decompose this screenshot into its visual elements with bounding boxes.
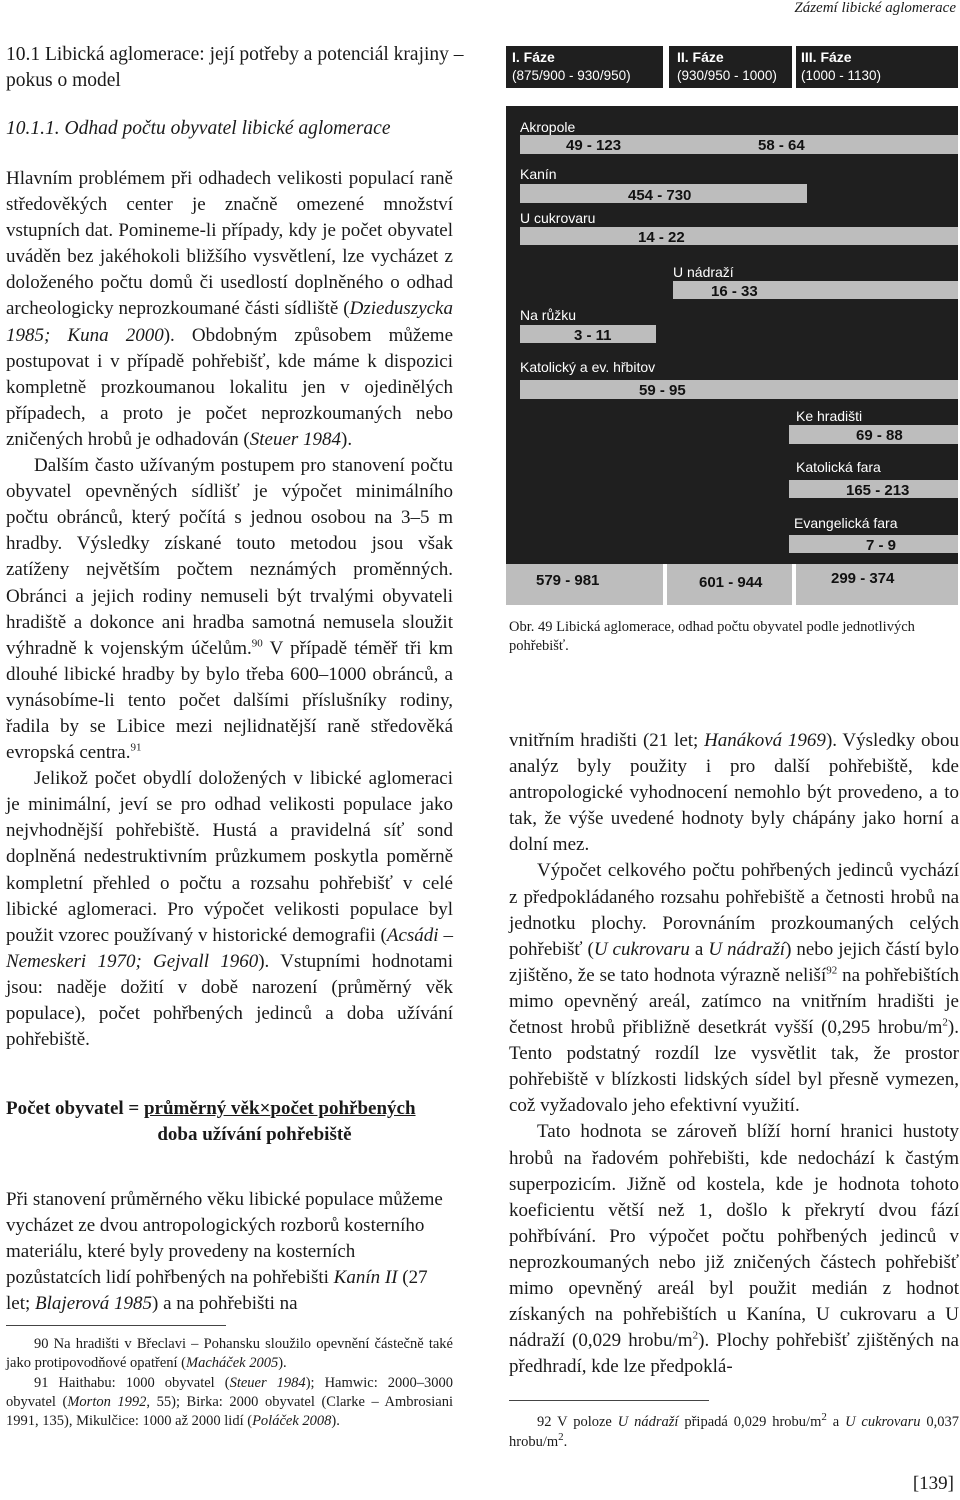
note-ref: 2 — [692, 1329, 699, 1342]
note-ref: 91 — [130, 741, 142, 754]
text-run: Jelikož počet obydlí doložených v libické aglomeraci je minimální, jeví se pro odhad velikosti populace jako nejvhodnější pohřebiště. Hustá a pravidelná síť sond doplněná nedestruktivním průzkumem poskytla poměrně kompletní přehled o počtu a rozsahu pohřebišť v celé libické aglomeraci. Pro výpočet velikosti populace byl použit vzorec používaný v historické demografii ( — [6, 768, 453, 946]
site-label-kanin: Kanín — [520, 166, 557, 182]
right-column-text — [509, 728, 959, 1380]
site-label-evangelicka-fara: Evangelická fara — [794, 515, 898, 531]
running-header: Zázemí libické aglomerace — [794, 0, 956, 16]
text-run: vnitřním hradišti (21 let; — [509, 730, 705, 751]
note-ref: 90 — [251, 637, 263, 650]
site-label-hrbitov: Katolický a ev. hřbitov — [520, 359, 656, 375]
phase-3-name: III. Fáze — [801, 49, 852, 65]
text-run: 90 Na hradišti v Břeclavi – Pohansku sloužilo opevnění částečně také jako protipovodňové opatření ( — [6, 1336, 453, 1372]
paragraph — [509, 858, 959, 1119]
paragraph — [6, 453, 453, 766]
value-evangelicka-fara: 7 - 9 — [866, 537, 897, 554]
formula-term-buried: počet pohřbených — [270, 1098, 416, 1119]
value-u-nadrazi: 16 - 33 — [711, 283, 758, 300]
population-formula — [6, 1096, 453, 1148]
text-run: Dalším často užívaným postupem pro stanovení počtu obyvatel opevněných sídlišť je výpočet minimálního počtu obránců, který počítá s jednou osobou na 3–5 m hradby. Výsledky získané touto metodou jsou však zatíženy největším počtem neznámých proměnných. Obránci a jejich rodiny nemuseli být trvalými obyvateli hradiště a dokonce ani hradba samotná nemusela sloužit výhradně k vojenským účelům. — [6, 455, 453, 659]
text-run: Hlavním problémem při odhadech velikosti populací raně středověkých center je značně omezené množství vstupních dat. Pomineme-li případy, kdy je počet obyvatel uváděn bez jakéhokoli bližšího vysvětlení, lze vycházet z doloženého počtu domů či usedlostí doplněného o odhad archeologicky neprozkoumané části sídliště ( — [6, 168, 453, 320]
value-hrbitov: 59 - 95 — [639, 382, 686, 399]
note-ref: 92 — [826, 964, 838, 977]
note-ref: 2 — [821, 1411, 827, 1424]
text-run: ) a na pohřebišti na — [152, 1293, 298, 1315]
paragraph — [509, 1119, 959, 1380]
italic-run: Acsádi – Nemeskeri 1970; Gejvall 1960 — [6, 924, 454, 972]
text-run: (27 let; — [6, 1267, 428, 1315]
text-run: ). — [278, 1355, 287, 1372]
paragraph — [6, 1187, 453, 1317]
footnote-91 — [6, 1374, 453, 1432]
value-kanin: 454 - 730 — [628, 187, 692, 204]
text-run: ) nebo jejich částí bylo zjištěno, že se tato hodnota výrazně neliší — [509, 938, 960, 986]
text-run: ). Plochy pohřebišť zjištěných na předhradí, kde lze předpoklá- — [509, 1330, 959, 1378]
left-column-text — [6, 166, 453, 1053]
value-katolicka-fara: 165 - 213 — [846, 482, 910, 499]
text-run: ). Vstupními hodnotami jsou: naděje dožití v době narození (průměrný věk populace), počet pohřbených jedinců a doba užívání pohřebiště. — [6, 950, 453, 1051]
value-na-ruzku: 3 - 11 — [574, 327, 612, 344]
italic-run: Dzieduszycka 1985; Kuna 2000 — [6, 298, 453, 346]
formula-term-age: průměrný věk — [143, 1098, 260, 1119]
phase-3-range: (1000 - 1130) — [801, 68, 882, 83]
bar-u-cukrovaru — [520, 227, 958, 245]
figure-caption: Obr. 49 Libická aglomerace, odhad počtu obyvatel podle jednotlivých pohřebišť. — [509, 619, 915, 654]
italic-run: Poláček 2008 — [252, 1413, 332, 1430]
total-phase-2: 601 - 944 — [699, 574, 763, 591]
text-run: Při stanovení průměrného věku libické populace můžeme vycházet ze dvou antropologických rozborů kosterního materiálu, které byly provedeny na kosterních pozůstatcích lidí pohřbených na pohřebišti — [6, 1189, 443, 1289]
value-ke-hradisti: 69 - 88 — [856, 427, 903, 444]
italic-run: Steuer 1984 — [229, 1374, 306, 1391]
phase-2-name: II. Fáze — [677, 49, 724, 65]
site-label-ke-hradisti: Ke hradišti — [796, 408, 863, 424]
formula-lhs: Počet obyvatel = — [6, 1098, 144, 1119]
text-run: a — [826, 1414, 846, 1430]
note-ref: 2 — [942, 1016, 948, 1029]
site-label-u-nadrazi: U nádraží — [673, 264, 734, 280]
italic-run: Morton 1992 — [67, 1393, 147, 1410]
subsection-title: 10.1.1. Odhad počtu obyvatel libické aglomerace — [6, 118, 391, 139]
text-run: . — [563, 1433, 568, 1450]
phase-2-range: (930/950 - 1000) — [677, 68, 777, 83]
text-run: připadá 0,029 hrobu/m — [678, 1414, 822, 1430]
formula-numerator — [144, 1098, 416, 1119]
paragraph — [6, 166, 453, 453]
paragraph — [509, 728, 959, 858]
page-number: [139] — [912, 1473, 954, 1494]
footnote-rule — [6, 1325, 226, 1326]
text-run: V případě téměř tři km dlouhé libické hradby by bylo třeba 600–1000 obránců, a vynásobíme-li tento počet dalšími příslušníky rodiny, řadila by se Libice mezi nejlidnatější raně středověká evropská centra. — [6, 637, 453, 764]
left-column-continuation — [6, 1168, 453, 1336]
site-label-akropole: Akropole — [520, 119, 576, 135]
text-run: 91 Haithabu: 1000 obyvatel ( — [34, 1374, 230, 1391]
site-label-na-ruzku: Na růžku — [520, 307, 577, 323]
italic-run: U nádraží — [617, 1414, 679, 1430]
text-run: , 55); Birka: 2000 obyvatel (Clarke – Ambrosiani 1991, 135), Mikulčice: 1000 až 2000 lidí ( — [6, 1393, 454, 1430]
italic-run: Blajerová 1985 — [35, 1293, 152, 1315]
text-run: ). — [341, 428, 353, 450]
value-akropole-2: 58 - 64 — [758, 137, 805, 154]
value-u-cukrovaru: 14 - 22 — [638, 229, 685, 246]
footnote-rule — [509, 1400, 709, 1401]
paragraph — [6, 766, 453, 1053]
text-run: ). Tento podstatný rozdíl lze vysvětlit tak, že prostor pohřebiště v blízkosti lidských sídel byl přesně vymezen, což vyžadovalo jeho efektivní využití. — [509, 1017, 959, 1117]
footnotes-left — [6, 1335, 453, 1431]
italic-run: U nádraží — [708, 938, 786, 960]
phase-diagram — [506, 40, 958, 605]
formula-denominator: doba užívání pohřebiště — [157, 1124, 352, 1145]
text-run: Tato hodnota se zároveň blíží horní hranici hustoty hrobů na řadovém pohřebišti, kde nedochází k častým superpozicím. Jižně od kostela, kde je hodnota tohoto koeficientu větší než 1, došlo k překrytí dvou fází pohřbívání. Pro výpočet počtu pohřbených jedinců v neprozkoumaných nebo již zničených částech pohřebišť mimo opevněný areál byl použit medián z hodnot získaných na pohřebištích u Kanína, U cukrovaru a U nádraží (0,029 hrobu/m — [509, 1121, 959, 1352]
text-run: ). Obdobným způsobem můžeme postupovat i v případě pohřebišť, kde máme k dispozici kompletně prozkoumanou lokalitu jen v ojedinělých případech, a proto je počet neprozkoumaných nebo zničených hrobů je odhadován ( — [6, 324, 454, 450]
total-phase-3: 299 - 374 — [831, 570, 895, 587]
site-label-u-cukrovaru: U cukrovaru — [520, 210, 596, 226]
footnote-92 — [509, 1413, 959, 1452]
footnote-90 — [6, 1335, 453, 1374]
italic-run: Hanáková 1969 — [704, 730, 826, 751]
population-figure — [506, 40, 958, 605]
text-run: ). — [331, 1413, 340, 1430]
phase-1-name: I. Fáze — [512, 49, 555, 65]
footnote-92-text — [509, 1413, 959, 1452]
text-run: 92 V poloze — [537, 1414, 618, 1430]
italic-run: Steuer 1984 — [249, 428, 342, 450]
note-ref: 2 — [558, 1430, 564, 1443]
text-run: a — [689, 938, 709, 960]
italic-run: Macháček 2005 — [186, 1355, 279, 1372]
site-label-katolicka-fara: Katolická fara — [796, 459, 881, 475]
italic-run: U cukrovaru — [593, 938, 690, 960]
bar-hrbitov — [520, 380, 958, 399]
text-run: 0,037 hrobu/m — [509, 1414, 960, 1450]
phase-1-range: (875/900 - 930/950) — [512, 68, 631, 83]
total-phase-1: 579 - 981 — [536, 572, 600, 589]
formula-times: × — [259, 1098, 271, 1119]
section-title: 10.1 Libická aglomerace: její potřeby a potenciál krajiny – pokus o model — [6, 44, 464, 91]
italic-run: U cukrovaru — [845, 1414, 921, 1430]
text-run: Výpočet celkového počtu pohřbených jedinců vychází z předpokládaného rozsahu pohřebiště a četnosti hrobů na jednotku plochy. Porovnáním prozkoumaných celých pohřebišť ( — [509, 860, 959, 960]
text-run: na pohřebištích mimo opevněný areál, zatímco na vnitřním hradišti je četnost hrobů přibližně desetkrát vyšší (0,295 hrobu/m — [509, 964, 959, 1039]
text-run: ); Hamwic: 2000–3000 obyvatel ( — [6, 1374, 454, 1410]
text-run: ). Výsledky obou analýz byly použity i pro další pohřebiště, kde antropologické vyhodnocení nemohlo být provedeno, a to tak, že výše uvedené hodnoty byly chápány jako horní a dolní mez. — [509, 730, 960, 856]
value-akropole-1: 49 - 123 — [566, 137, 622, 154]
italic-run: Kanín II — [333, 1267, 398, 1289]
